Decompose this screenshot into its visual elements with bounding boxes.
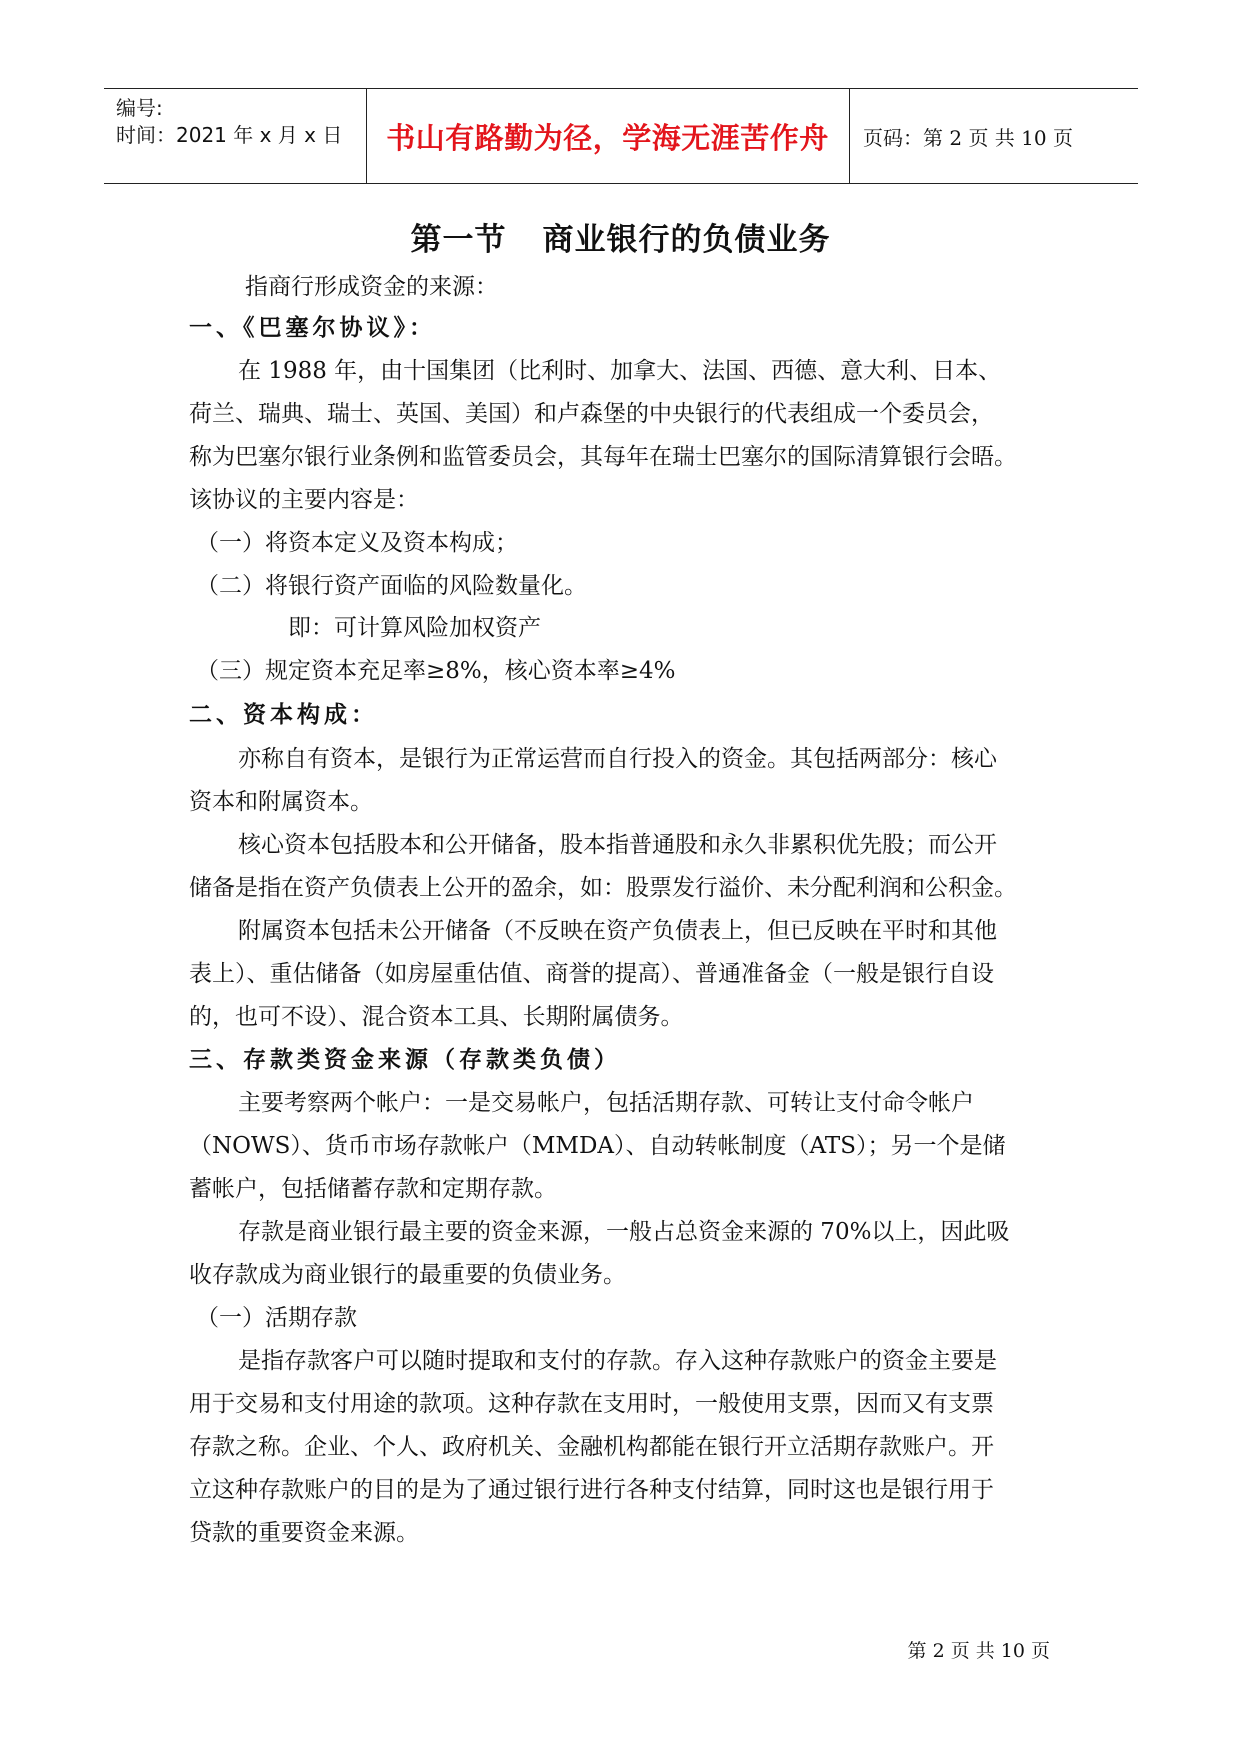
page-header-table	[104, 88, 1138, 184]
paragraph-line: 的，也可不设）、混合资本工具、长期附属债务。	[189, 1004, 684, 1030]
paragraph-line: 该协议的主要内容是：	[189, 487, 419, 513]
paragraph-line: 收存款成为商业银行的最重要的负债业务。	[189, 1262, 626, 1288]
paragraph-line: 亦称自有资本，是银行为正常运营而自行投入的资金。其包括两部分：核心	[238, 746, 997, 772]
heading-basel-accord: 一、《巴塞尔协议》：	[189, 314, 436, 341]
heading-deposit-sources: 三、存款类资金来源（存款类负债）	[189, 1046, 621, 1073]
paragraph-line: （NOWS）、货币市场存款帐户（MMDA）、自动转帐制度（ATS）；另一个是储	[189, 1133, 1006, 1159]
page-footer: 第 2 页 共 10 页	[907, 1640, 1050, 1662]
heading-capital-composition: 二、资本构成：	[189, 701, 378, 728]
paragraph-line: 称为巴塞尔银行业条例和监管委员会，其每年在瑞士巴塞尔的国际清算银行会晤。	[189, 444, 1017, 470]
section-title	[0, 214, 1241, 259]
header-info-cell	[104, 89, 367, 183]
list-item-note: 即：可计算风险加权资产	[288, 615, 541, 641]
paragraph-line: 荷兰、瑞典、瑞士、英国、美国）和卢森堡的中央银行的代表组成一个委员会，	[189, 401, 994, 427]
header-page-cell	[849, 89, 1138, 183]
paragraph-line: 核心资本包括股本和公开储备，股本指普通股和永久非累积优先股；而公开	[238, 832, 997, 858]
paragraph-line: 表上）、重估储备（如房屋重估值、商誉的提高）、普通准备金（一般是银行自设	[189, 961, 994, 987]
paragraph-line: 用于交易和支付用途的款项。这种存款在支用时，一般使用支票，因而又有支票	[189, 1391, 994, 1417]
header-motto-cell	[366, 89, 850, 183]
paragraph-line: 蓄帐户，包括储蓄存款和定期存款。	[189, 1176, 557, 1202]
paragraph-line: 在 1988 年，由十国集团（比利时、加拿大、法国、西德、意大利、日本、	[238, 358, 1002, 384]
document-number-label: 编号:	[116, 96, 163, 120]
list-item: （三）规定资本充足率≥8%，核心资本率≥4%	[196, 658, 676, 684]
paragraph-line: 贷款的重要资金来源。	[189, 1520, 419, 1546]
header-motto: 书山有路勤为径，学海无涯苦作舟	[386, 121, 829, 155]
subheading-demand-deposit: （一）活期存款	[196, 1305, 357, 1331]
paragraph-line: 储备是指在资产负债表上公开的盈余，如：股票发行溢价、未分配利润和公积金。	[189, 875, 1017, 901]
intro-line: 指商行形成资金的来源：	[245, 274, 498, 300]
paragraph-line: 附属资本包括未公开储备（不反映在资产负债表上，但已反映在平时和其他	[238, 918, 997, 944]
paragraph-line: 资本和附属资本。	[189, 789, 373, 815]
header-page-number: 页码：第 2 页 共 10 页	[863, 126, 1073, 150]
paragraph-line: 是指存款客户可以随时提取和支付的存款。存入这种存款账户的资金主要是	[238, 1348, 997, 1374]
paragraph-line: 主要考察两个帐户：一是交易帐户，包括活期存款、可转让支付命令帐户	[238, 1090, 974, 1116]
section-title-number: 第一节	[410, 222, 507, 258]
list-item: （二）将银行资产面临的风险数量化。	[196, 573, 587, 599]
document-time-label: 时间：2021 年 x 月 x 日	[116, 123, 343, 147]
section-title-text: 商业银行的负债业务	[542, 222, 831, 258]
paragraph-line: 存款之称。企业、个人、政府机关、金融机构都能在银行开立活期存款账户。开	[189, 1434, 994, 1460]
paragraph-line: 立这种存款账户的目的是为了通过银行进行各种支付结算，同时这也是银行用于	[189, 1477, 994, 1503]
paragraph-line: 存款是商业银行最主要的资金来源，一般占总资金来源的 70%以上，因此吸	[238, 1219, 1010, 1245]
list-item: （一）将资本定义及资本构成；	[196, 530, 518, 556]
